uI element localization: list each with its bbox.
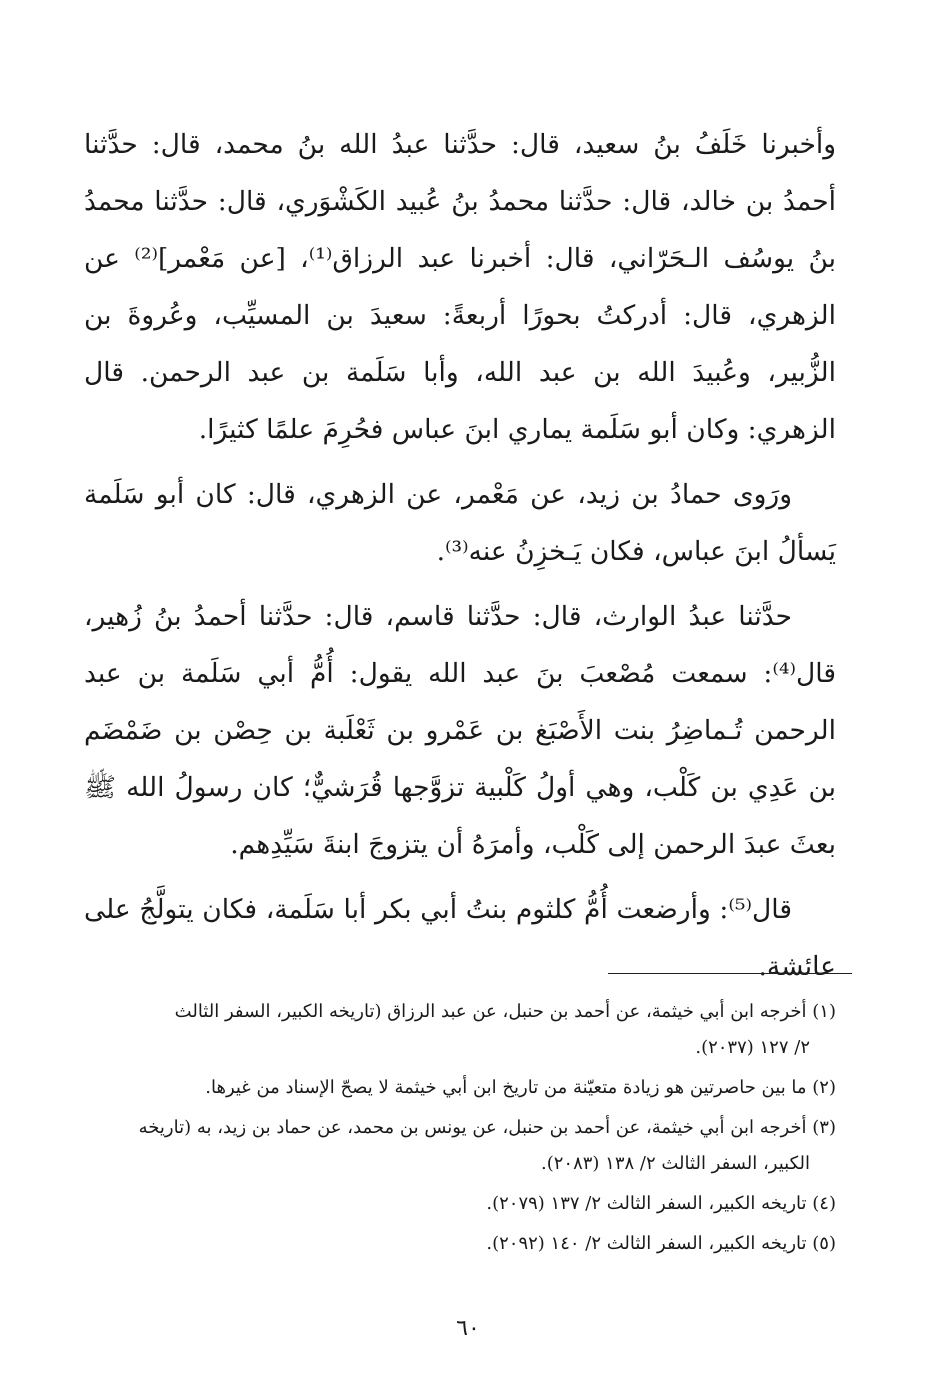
- footnote-4-text: (٤) تاريخه الكبير، السفر الثالث ٢/ ١٣٧ (٢٠٧٩).: [486, 1193, 836, 1214]
- footnote-3-text: (٣) أخرجه ابن أبي خيثمة، عن أحمد بن حنبل، عن يونس بن محمد، عن حماد بن زيد، به (تاريخه: [138, 1117, 836, 1138]
- paragraph-4: قال⁽⁵⁾: وأرضعت أُمُّ كلثوم بنتُ أبي بكر أبا سَلَمة، فكان يتولَّجُ على عائشة.: [84, 894, 836, 982]
- footnote-2-text: (٢) ما بين حاصرتين هو زيادة متعيّنة من تاريخ ابن أبي خيثمة لا يصحّ الإسناد من غيرها.: [205, 1077, 836, 1098]
- paragraph-2: ورَوى حمادُ بن زيد، عن مَعْمر، عن الزهري، قال: كان أبو سَلَمة يَسألُ ابنَ عباس، فكان يَـخزِنُ عنه⁽³⁾.: [84, 479, 836, 567]
- footnote-1: [84, 994, 836, 1066]
- footnote-1-continuation: ٢/ ١٢٧ (٢٠٣٧).: [695, 1037, 810, 1058]
- footnote-2: [84, 1070, 836, 1106]
- page-number: ٦٠: [456, 1316, 480, 1341]
- footnote-3: [84, 1110, 836, 1182]
- footnote-3-continuation: الكبير، السفر الثالث ٢/ ١٣٨ (٢٠٨٣).: [541, 1153, 810, 1174]
- main-text: [84, 116, 836, 995]
- footnote-5: [84, 1226, 836, 1262]
- footnote-4: [84, 1186, 836, 1222]
- footnote-separator: [608, 973, 852, 974]
- paragraph-1: وأخبرنا خَلَفُ بنُ سعيد، قال: حدَّثنا عبدُ الله بنُ محمد، قال: حدَّثنا أحمدُ بن خالد، قال: حدَّثنا محمدُ بنُ عُبيد الكَشْوَري، قال: حدَّثنا محمدُ بنُ يوسُف الـحَرّاني، قال: أخبرنا عبد الرزاق⁽¹⁾، [عن مَعْمر]⁽²⁾ عن الزهري، قال: أدركتُ بحورًا أربعةً: سعيدَ بن المسيِّب، وعُروةَ بن الزُّبير، وعُبيدَ الله بن عبد الله، وأبا سَلَمة بن عبد الرحمن. قال الزهري: وكان أبو سَلَمة يماري ابنَ عباس فحُرِمَ علمًا كثيرًا.: [84, 129, 837, 445]
- paragraph-3: حدَّثنا عبدُ الوارث، قال: حدَّثنا قاسم، قال: حدَّثنا أحمدُ بنُ زُهير، قال⁽⁴⁾: سمعت مُصْعبَ بنَ عبد الله يقول: أُمُّ أبي سَلَمة بن عبد الرحمن تُـماضِرُ بنت الأَصْبَغ بن عَمْرو بن ثَعْلَبة بن حِصْن بن ضَمْضَم بن عَدِي بن كَلْب، وهي أولُ كَلْبية تزوَّجها قُرَشيٌّ؛ كان رسولُ الله ﷺ بعثَ عبدَ الرحمن إلى كَلْب، وأمرَهُ أن يتزوجَ ابنةَ سَيِّدِهم.: [84, 601, 836, 860]
- footnote-1-text: (١) أخرجه ابن أبي خيثمة، عن أحمد بن حنبل، عن عبد الرزاق (تاريخه الكبير، السفر الثالث: [174, 1001, 836, 1022]
- footnote-5-text: (٥) تاريخه الكبير، السفر الثالث ٢/ ١٤٠ (٢٠٩٢).: [486, 1233, 836, 1254]
- footnotes: [84, 994, 836, 1266]
